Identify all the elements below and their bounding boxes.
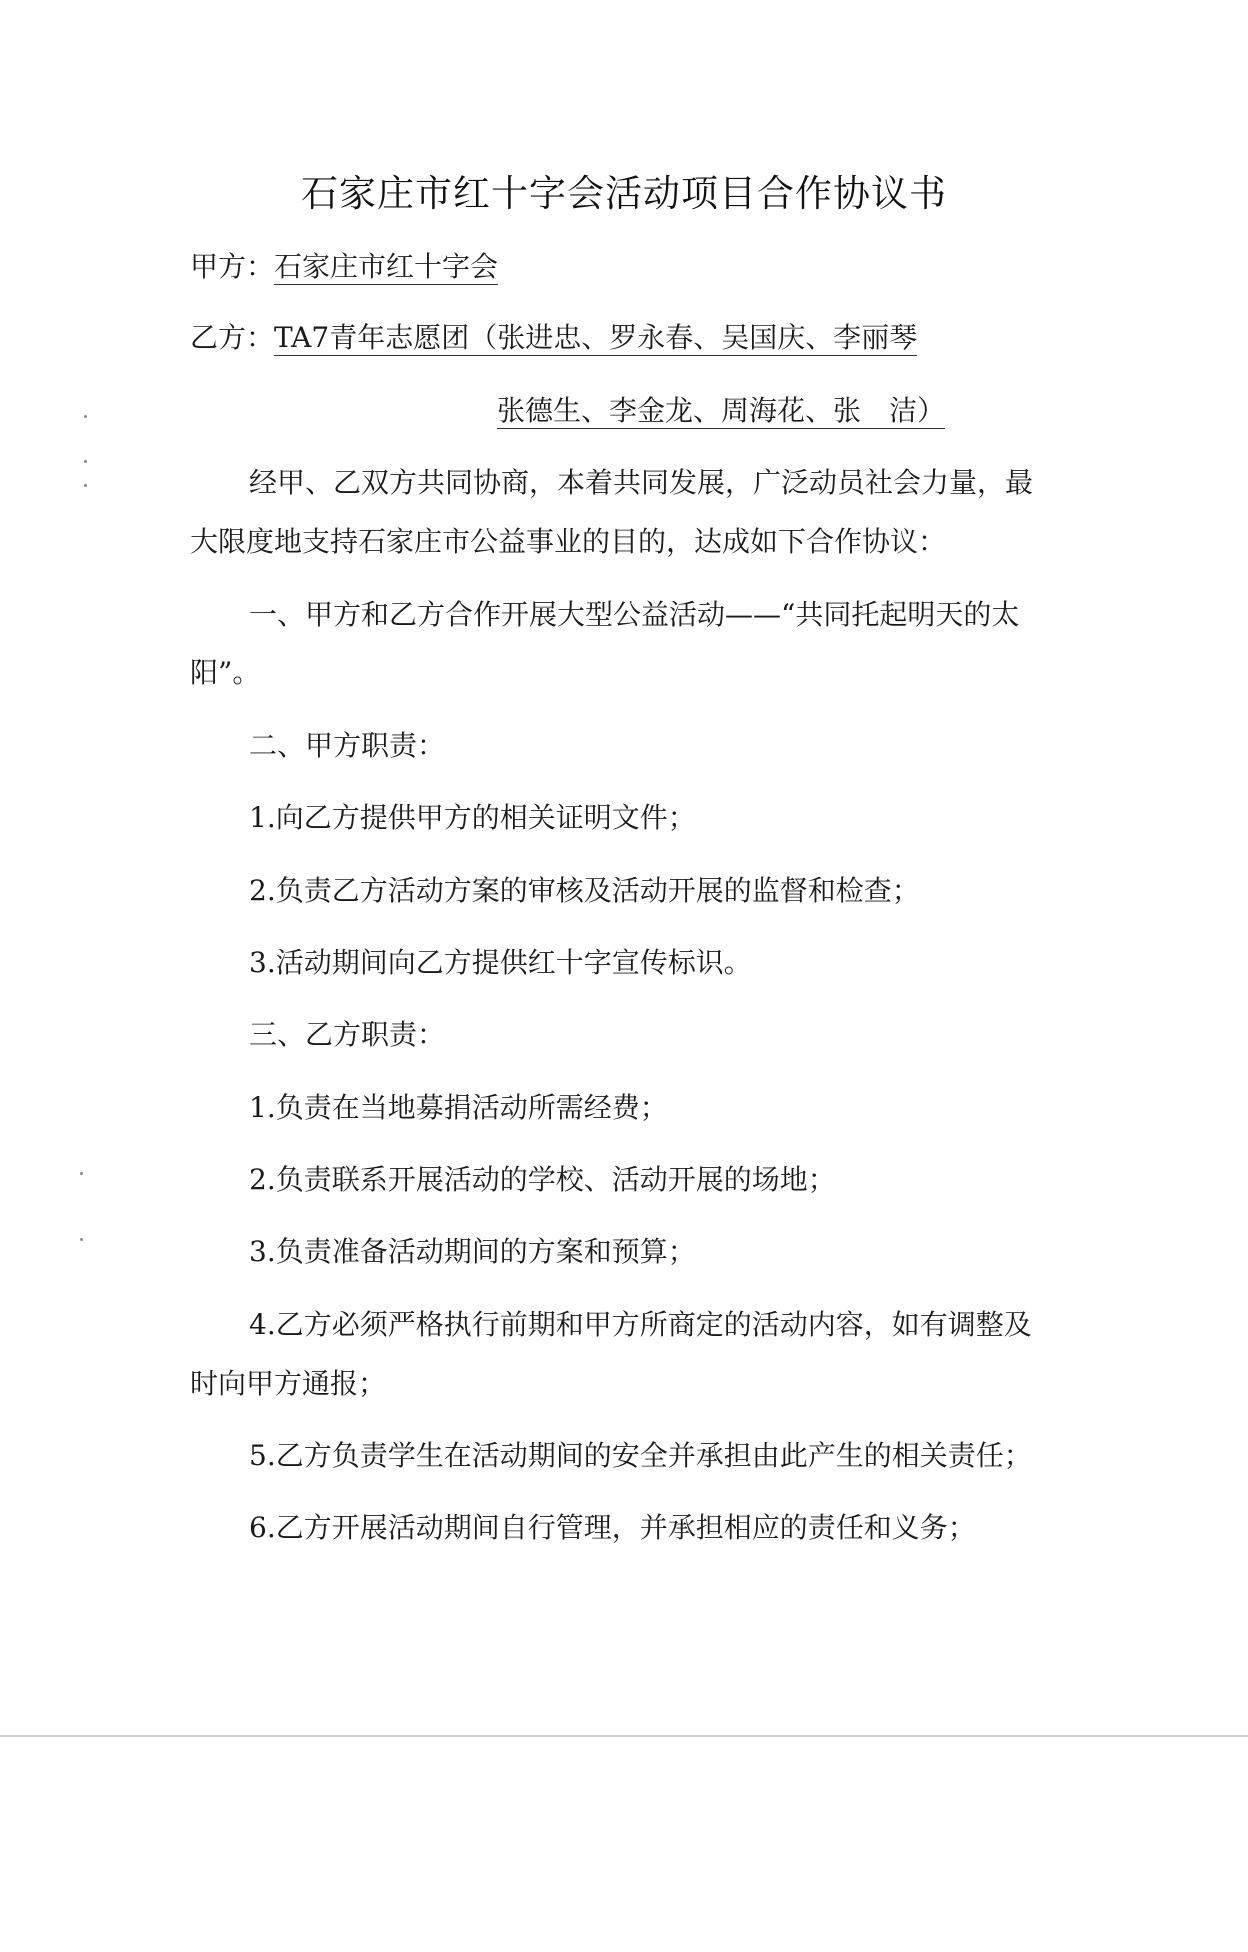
scan-speck (84, 484, 87, 487)
section2-item-2: 2.负责乙方活动方案的审核及活动开展的监督和检查； (249, 874, 920, 907)
section3-item-2: 2.负责联系开展活动的学校、活动开展的场地； (249, 1163, 836, 1196)
section2-item-1: 1.向乙方提供甲方的相关证明文件； (249, 801, 696, 834)
scan-speck (84, 415, 87, 418)
clause1-line-1: 一、甲方和乙方合作开展大型公益活动——“共同托起明天的太 (249, 598, 1020, 631)
clause1-line-2: 阳”。 (190, 656, 261, 689)
section2-item-3: 3.活动期间向乙方提供红十字宣传标识。 (249, 946, 752, 979)
section3-item-5: 5.乙方负责学生在活动期间的安全并承担由此产生的相关责任； (249, 1439, 1032, 1472)
party-a-line (190, 249, 498, 285)
scan-speck (80, 1238, 83, 1241)
intro-line-2: 大限度地支持石家庄市公益事业的目的，达成如下合作协议： (190, 525, 947, 558)
party-b-line2 (497, 393, 945, 429)
section3-item-4: 4.乙方必须严格执行前期和甲方所商定的活动内容，如有调整及 (249, 1308, 1032, 1341)
scan-bottom-edge (0, 1735, 1248, 1737)
party-b-line (190, 320, 917, 356)
section3-item-1: 1.负责在当地募捐活动所需经费； (249, 1091, 668, 1124)
section3-item-6: 6.乙方开展活动期间自行管理，并承担相应的责任和义务； (249, 1511, 976, 1544)
party-a-label: 甲方： (190, 250, 275, 283)
section3-item-4-cont: 时向甲方通报； (190, 1367, 387, 1400)
section2-heading: 二、甲方职责： (249, 729, 446, 762)
intro-line-1: 经甲、乙双方共同协商，本着共同发展，广泛动员社会力量，最 (249, 466, 1034, 499)
scan-speck (84, 460, 87, 463)
party-a-value: 石家庄市红十字会 (274, 250, 499, 283)
party-b-value-line2: 张德生、李金龙、周海花、张 洁） (497, 394, 946, 427)
party-b-label: 乙方： (190, 321, 275, 354)
party-b-value-line1: TA7青年志愿团（张进忠、罗永春、吴国庆、李丽琴 (274, 321, 918, 354)
document-title: 石家庄市红十字会活动项目合作协议书 (301, 172, 947, 215)
section3-item-3: 3.负责准备活动期间的方案和预算； (249, 1235, 696, 1268)
section3-heading: 三、乙方职责： (249, 1018, 446, 1051)
scan-speck (80, 1172, 83, 1175)
